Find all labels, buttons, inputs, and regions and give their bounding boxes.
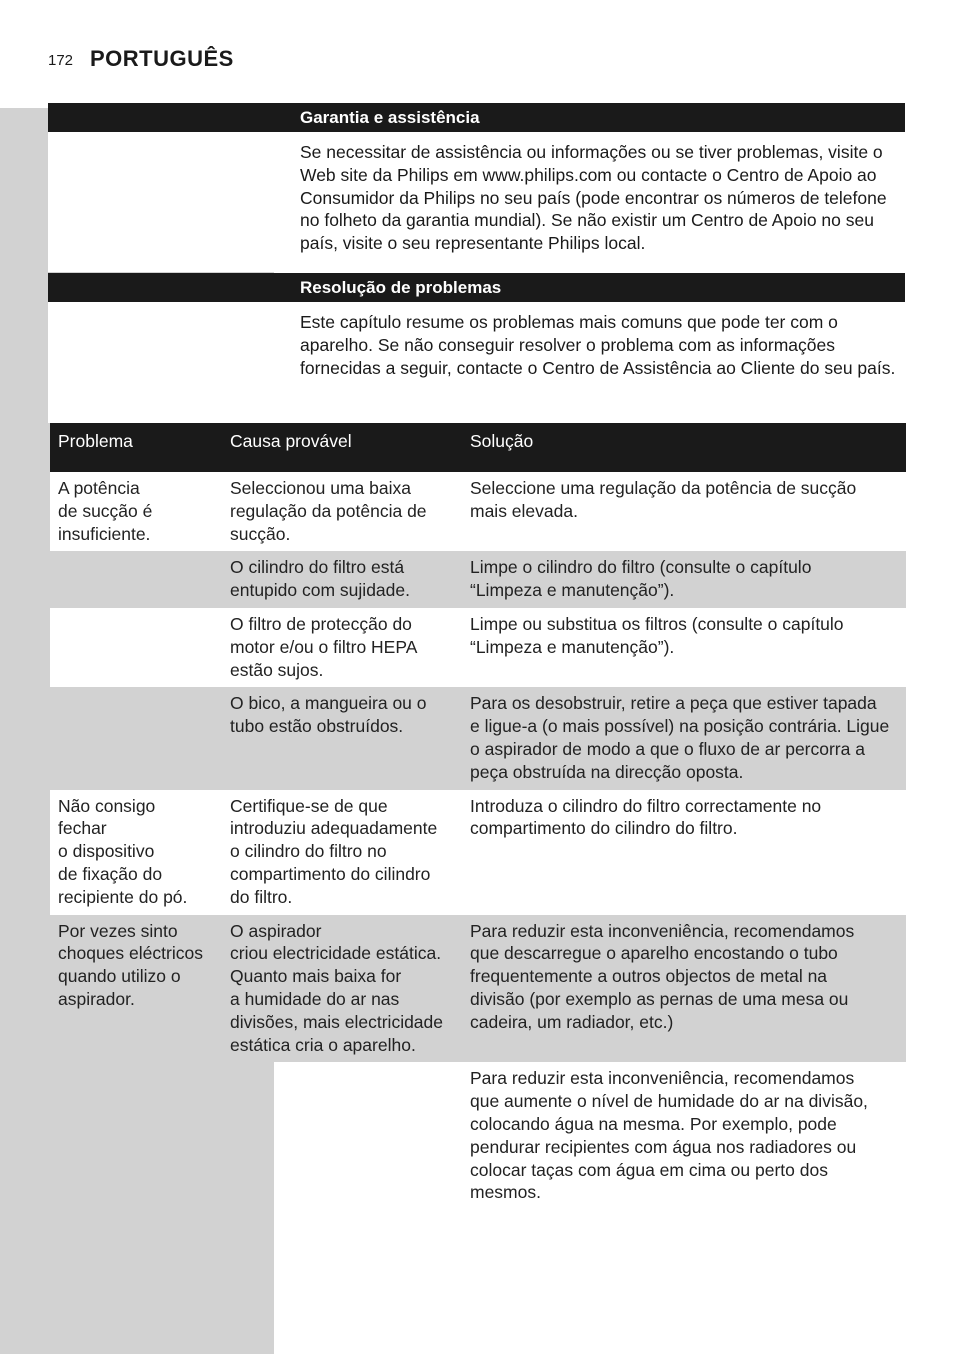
problem-text-line: insuficiente.: [58, 523, 151, 544]
solution-text-line: Introduza o cilindro do filtro correctamente no: [470, 795, 822, 816]
solution-text-line: divisão (por exemplo as pernas de uma mesa ou: [470, 988, 849, 1009]
table-row: [50, 790, 906, 915]
cell-solution: [462, 608, 906, 687]
cell-solution: [462, 472, 906, 551]
column-header-problem: Problema: [50, 423, 222, 472]
solution-text-line: mais elevada.: [470, 500, 578, 521]
solution-text-line: compartimento do cilindro do filtro.: [470, 818, 738, 839]
cell-solution: [462, 551, 906, 608]
cell-solution: [462, 915, 906, 1063]
solution-text-line: colocar taças com água em cima ou perto dos: [470, 1159, 828, 1180]
solution-text-line: peça obstruída na direcção oposta.: [470, 761, 744, 782]
table-row: [50, 687, 906, 789]
solution-text-line: que descarregue o aparelho encostando o tubo: [470, 943, 838, 964]
cell-solution: [462, 1062, 906, 1210]
cell-problem: [50, 551, 222, 608]
cell-solution: [462, 790, 906, 915]
problem-text-line: Por vezes sinto: [58, 920, 178, 941]
solution-text-line: “Limpeza e manutenção”).: [470, 636, 675, 657]
cell-cause: [222, 608, 462, 687]
cause-text-line: criou electricidade estática.: [230, 943, 442, 964]
section-panel: [48, 302, 274, 423]
cause-text-line: Quanto mais baixa for: [230, 966, 402, 987]
cell-problem: [50, 687, 222, 789]
cause-text-line: motor e/ou o filtro HEPA: [230, 636, 418, 657]
cause-text-line: estática cria o aparelho.: [230, 1034, 416, 1055]
cell-problem: [50, 790, 222, 915]
cause-text-line: estão sujos.: [230, 659, 324, 680]
cause-text-line: o cilindro do filtro no: [230, 841, 387, 862]
section-panel: [48, 132, 274, 272]
solution-text-line: Seleccione uma regulação da potência de sucção: [470, 478, 857, 498]
cause-text-line: Seleccionou uma baixa: [230, 478, 411, 498]
solution-text-line: pendurar recipientes com água nos radiadores ou: [470, 1136, 857, 1157]
cause-text-line: O aspirador: [230, 920, 322, 941]
problem-text-line: A potência: [58, 478, 140, 498]
cell-solution: [462, 687, 906, 789]
cell-cause: [222, 472, 462, 551]
solution-text-line: Para os desobstruir, retire a peça que estiver tapada: [470, 693, 877, 714]
table-row: [50, 472, 906, 551]
cause-text-line: entupido com sujidade.: [230, 580, 410, 601]
cause-text-line: tubo estão obstruídos.: [230, 716, 404, 737]
cell-cause: [222, 687, 462, 789]
solution-text-line: Para reduzir esta inconveniência, recomendamos: [470, 920, 855, 941]
cell-problem: [50, 915, 222, 1063]
troubleshooting-intro-paragraph: Este capítulo resume os problemas mais comuns que pode ter com o aparelho. Se não conseguir resolver o problema com as informações fornecidas a seguir, contacte o Centro de Assistência ao Cliente do seu país.: [300, 312, 896, 378]
cell-cause: [222, 1062, 462, 1210]
solution-text-line: e ligue-a (o mais possível) na posição contrária. Ligue: [470, 716, 890, 737]
warranty-paragraph: Se necessitar de assistência ou informações ou se tiver problemas, visite o Web site da Philips em www.philips.com ou contacte o Centro de Apoio ao Consumidor da Philips no seu país (pode encontrar os números de telefone no folheto da garantia mundial). Se não existir um Centro de Apoio no seu país, visite o seu representante Philips local.: [300, 142, 887, 254]
cause-text-line: divisões, mais electricidade: [230, 1011, 444, 1032]
cause-text-line: O bico, a mangueira ou o: [230, 693, 427, 714]
cause-text-line: introduziu adequadamente: [230, 818, 438, 839]
problem-text-line: de fixação do: [58, 863, 163, 884]
table-row: [50, 608, 906, 687]
solution-text-line: cadeira, um radiador, etc.): [470, 1011, 674, 1032]
cause-text-line: regulação da potência de: [230, 500, 427, 521]
cell-problem: [50, 1062, 222, 1210]
solution-text-line: mesmos.: [470, 1182, 541, 1203]
cause-text-line: do filtro.: [230, 886, 293, 907]
problem-text-line: recipiente do pó.: [58, 886, 188, 907]
solution-text-line: que aumente o nível de humidade do ar na divisão,: [470, 1091, 868, 1112]
page-number: 172: [48, 52, 74, 69]
solution-text-line: Para reduzir esta inconveniência, recomendamos: [470, 1068, 855, 1089]
cell-cause: [222, 915, 462, 1063]
column-header-solution: Solução: [462, 423, 906, 472]
cell-cause: [222, 551, 462, 608]
cell-cause: [222, 790, 462, 915]
solution-text-line: frequentemente a outros objectos de metal na: [470, 966, 828, 987]
solution-text-line: Limpe ou substitua os filtros (consulte o capítulo: [470, 613, 844, 634]
solution-text-line: “Limpeza e manutenção”).: [470, 580, 675, 601]
column-header-cause: Causa provável: [222, 423, 462, 472]
solution-text-line: colocando água na mesma. Por exemplo, pode: [470, 1113, 837, 1134]
problem-text-line: quando utilizo o: [58, 966, 181, 987]
cell-problem: [50, 608, 222, 687]
page-language-title: PORTUGUÊS: [90, 46, 234, 71]
cause-text-line: Certifique-se de que: [230, 795, 388, 816]
cause-text-line: a humidade do ar nas: [230, 988, 400, 1009]
cause-text-line: compartimento do cilindro: [230, 863, 431, 884]
problem-text-line: de sucção é: [58, 500, 153, 521]
solution-text-line: o aspirador de modo a que o fluxo de ar percorra a: [470, 738, 865, 759]
problem-text-line: aspirador.: [58, 988, 135, 1009]
section-heading-warranty: [48, 103, 905, 132]
problem-text-line: fechar: [58, 818, 107, 839]
solution-text-line: Limpe o cilindro do filtro (consulte o capítulo: [470, 557, 812, 578]
problem-text-line: o dispositivo: [58, 841, 155, 862]
cause-text-line: O cilindro do filtro está: [230, 557, 405, 578]
table-row: [50, 551, 906, 608]
cause-text-line: sucção.: [230, 523, 291, 544]
table-row: [50, 915, 906, 1063]
troubleshooting-table: [50, 423, 906, 1210]
problem-text-line: choques eléctricos: [58, 943, 203, 964]
problem-text-line: Não consigo: [58, 795, 156, 816]
table-row: [50, 1062, 906, 1210]
table-header-row: [50, 423, 906, 472]
section-heading-troubleshooting: [48, 273, 905, 302]
cell-problem: [50, 472, 222, 551]
cause-text-line: O filtro de protecção do: [230, 613, 412, 634]
section-title: Garantia e assistência: [300, 108, 480, 127]
section-title: Resolução de problemas: [300, 278, 502, 297]
